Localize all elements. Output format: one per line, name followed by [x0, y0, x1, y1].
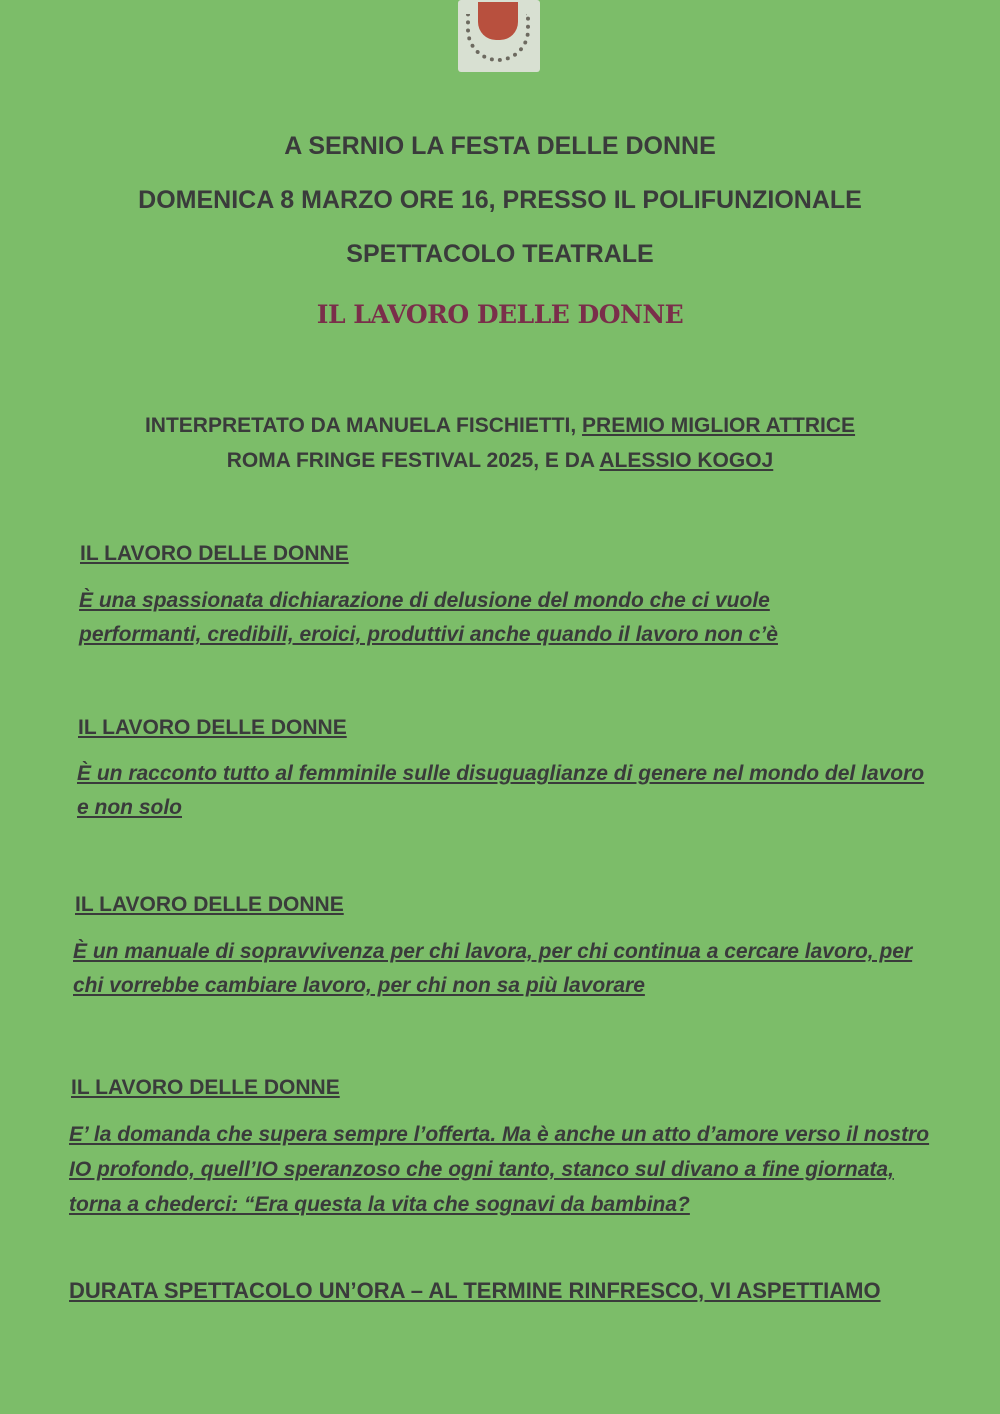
section-text: E’ la domanda che supera sempre l’offerta. Ma è anche un atto d’amore verso il nostro IO profondo, quell’IO speranzoso che ogni tanto, stanco sul divano a fine giornata, torna a chederci: “Era questa la vita che sognavi da bambina? — [69, 1123, 930, 1216]
municipal-crest-logo — [458, 0, 540, 72]
section-text: È un manuale di sopravvivenza per chi lavora, per chi continua a cercare lavoro, per chi vorrebbe cambiare lavoro, per chi non sa più lavorare — [73, 940, 913, 997]
show-title: IL LAVORO DELLE DONNE — [316, 300, 684, 329]
credits-actor2: ALESSIO KOGOJ — [599, 449, 774, 472]
credits-part1: INTERPRETATO DA MANUELA FISCHIETTI, — [144, 414, 583, 437]
section-heading: IL LAVORO DELLE DONNE — [75, 893, 344, 916]
event-date-venue: DOMENICA 8 MARZO ORE 16, PRESSO IL POLIFUNZIONALE — [138, 186, 862, 214]
event-headline: A SERNIO LA FESTA DELLE DONNE — [284, 132, 716, 160]
section-text: È un racconto tutto al femminile sulle disuguaglianze di genere nel mondo del lavoro e non solo — [77, 762, 925, 819]
credits-part2: ROMA FRINGE FESTIVAL 2025, E DA — [226, 449, 600, 472]
section-heading: IL LAVORO DELLE DONNE — [80, 542, 349, 565]
section-heading: IL LAVORO DELLE DONNE — [78, 716, 347, 739]
section-heading: IL LAVORO DELLE DONNE — [71, 1076, 340, 1099]
section-text: È una spassionata dichiarazione di delusione del mondo che ci vuole performanti, credibili, eroici, produttivi anche quando il lavoro non c’è — [79, 589, 778, 646]
footer-note: DURATA SPETTACOLO UN’ORA – AL TERMINE RINFRESCO, VI ASPETTIAMO — [69, 1278, 881, 1303]
event-type: SPETTACOLO TEATRALE — [346, 240, 654, 268]
credits-award: PREMIO MIGLIOR ATTRICE — [582, 414, 856, 437]
crest-wreath-icon — [466, 14, 530, 62]
credits — [0, 408, 1000, 478]
